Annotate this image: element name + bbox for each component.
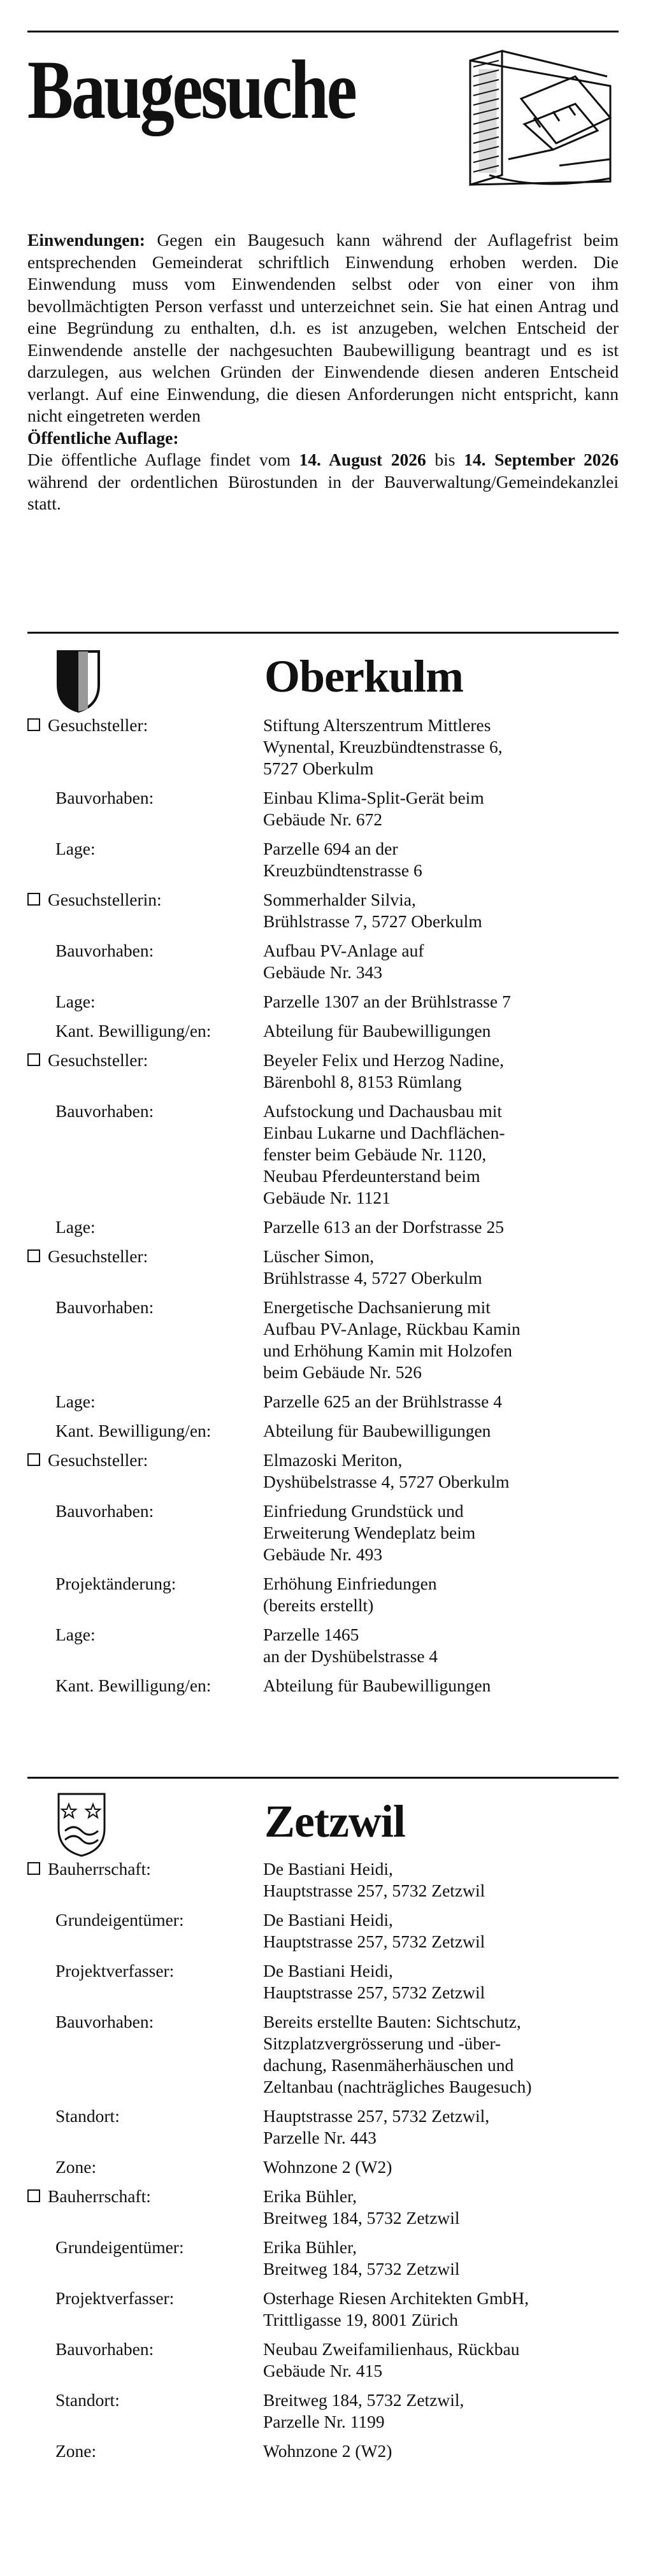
entry-label xyxy=(27,1500,263,1565)
entry-label-text: Projektverfasser: xyxy=(55,1961,175,1981)
entry-value-line: Elmazoski Meriton, xyxy=(263,1450,403,1470)
entry-value xyxy=(263,1960,619,2003)
entry-value-line: 5727 Oberkulm xyxy=(263,758,374,778)
entry-value-line: De Bastiani Heidi, xyxy=(263,1859,393,1879)
entry-value-line: Wohnzone 2 (W2) xyxy=(263,2441,392,2461)
entry-label-text: Bauvorhaben: xyxy=(55,2012,154,2032)
entry-value-line: Parzelle 1465 xyxy=(263,1625,359,1644)
entry-value-line: Aufbau PV-Anlage, Rückbau Kamin xyxy=(263,1319,520,1339)
entry-label-text: Zone: xyxy=(55,2441,97,2461)
entry-value-line: Brühlstrasse 4, 5727 Oberkulm xyxy=(263,1268,482,1288)
checkbox-icon xyxy=(27,893,40,906)
entry-label-text: Grundeigentümer: xyxy=(55,2237,184,2257)
entry-label-text: Gesuchsteller: xyxy=(48,1246,148,1266)
entry-value-line: Parzelle 625 an der Brühlstrasse 4 xyxy=(263,1391,502,1411)
entry-label-text: Lage: xyxy=(55,992,96,1011)
entry-label-text: Bauherrschaft: xyxy=(48,2186,151,2206)
entry-value-line: Trittligasse 19, 8001 Zürich xyxy=(263,2310,459,2330)
entry-value xyxy=(263,2237,619,2280)
entry-label xyxy=(27,715,263,779)
entry-value xyxy=(263,2156,619,2178)
entry-value-line: Lüscher Simon, xyxy=(263,1246,375,1266)
entry-value-line: Brühlstrasse 7, 5727 Oberkulm xyxy=(263,911,482,931)
entry-row xyxy=(27,1960,619,2003)
entry-value-line: Erika Bühler, xyxy=(263,2186,357,2206)
entry-row xyxy=(27,1909,619,1953)
zetzwil-coat-of-arms-icon xyxy=(56,1791,107,1858)
entry-label xyxy=(27,2389,263,2433)
entry-value-line: Gebäude Nr. 1121 xyxy=(263,1188,391,1207)
entry-value-line: Parzelle 613 an der Dorfstrasse 25 xyxy=(263,1217,504,1237)
entry-value xyxy=(263,1573,619,1616)
entry-label-text: Gesuchsteller: xyxy=(48,1050,148,1070)
entry-row xyxy=(27,715,619,779)
entry-label-text: Bauvorhaben: xyxy=(55,941,154,960)
entry-label xyxy=(27,1391,263,1413)
entry-value xyxy=(263,991,619,1013)
entry-value-line: Wynental, Kreuzbündtenstrasse 6, xyxy=(263,737,503,757)
entry-value xyxy=(263,2105,619,2149)
entry-row xyxy=(27,838,619,881)
entry-row xyxy=(27,2105,619,2149)
entry-value-line: Parzelle 1307 an der Brühlstrasse 7 xyxy=(263,992,511,1011)
entry-label-text: Gesuchstellerin: xyxy=(48,890,162,909)
entry-value-line: Breitweg 184, 5732 Zetzwil xyxy=(263,2208,460,2228)
entry-value-line: Energetische Dachsanierung mit xyxy=(263,1297,491,1317)
entry-label-text: Lage: xyxy=(55,1217,96,1237)
entry-label-text: Lage: xyxy=(55,1625,96,1644)
entry-row xyxy=(27,2237,619,2280)
entry-value-line: Abteilung für Baubewilligungen xyxy=(263,1421,491,1441)
entry-value-line: dachung, Rasenmäherhäuschen und xyxy=(263,2055,514,2075)
entry-value-line: fenster beim Gebäude Nr. 1120, xyxy=(263,1144,487,1164)
construction-plan-illustration xyxy=(464,48,617,188)
entry-value xyxy=(263,2011,619,2098)
entry-label-text: Standort: xyxy=(55,2106,120,2126)
entry-value-line: Bereits erstellte Bauten: Sichtschutz, xyxy=(263,2012,521,2032)
entry-row xyxy=(27,2389,619,2433)
checkbox-icon xyxy=(27,1249,40,1262)
entry-value xyxy=(263,1297,619,1383)
entry-value-line: Parzelle 694 an der xyxy=(263,839,398,858)
entry-value-line: Erhöhung Einfriedungen xyxy=(263,1574,437,1593)
entry-value-line: Abteilung für Baubewilligungen xyxy=(263,1676,491,1695)
entry-row xyxy=(27,1050,619,1093)
entry-value xyxy=(263,889,619,932)
entry-row xyxy=(27,1391,619,1413)
entry-label-text: Kant. Bewilligung/en: xyxy=(55,1021,212,1041)
section-rule-oberkulm xyxy=(27,632,619,634)
entry-label-text: Grundeigentümer: xyxy=(55,1910,184,1930)
entry-value xyxy=(263,1420,619,1442)
entry-row xyxy=(27,2440,619,2462)
entry-value xyxy=(263,1500,619,1565)
entry-label xyxy=(27,2440,263,2462)
entry-value-line: Hauptstrasse 257, 5732 Zetzwil xyxy=(263,1982,485,2002)
entry-value-line: Aufbau PV-Anlage auf xyxy=(263,941,424,960)
entry-label-text: Gesuchsteller: xyxy=(48,1450,148,1470)
entry-label-text: Bauherrschaft: xyxy=(48,1859,151,1879)
entry-value-line: Breitweg 184, 5732 Zetzwil, xyxy=(263,2390,464,2410)
entry-label-text: Zone: xyxy=(55,2157,97,2177)
entry-value-line: Einbau Lukarne und Dachflächen- xyxy=(263,1123,505,1142)
oberkulm-coat-of-arms-icon xyxy=(56,650,101,713)
entries-zetzwil xyxy=(27,1858,619,2470)
entry-label xyxy=(27,889,263,932)
entry-label-text: Bauvorhaben: xyxy=(55,1297,154,1317)
municipality-name: Oberkulm xyxy=(264,651,464,702)
entry-label xyxy=(27,991,263,1013)
entry-label xyxy=(27,940,263,983)
entry-value-line: an der Dyshübelstrasse 4 xyxy=(263,1646,438,1666)
entry-label-text: Lage: xyxy=(55,839,96,858)
entry-value xyxy=(263,1216,619,1238)
entry-label xyxy=(27,2338,263,2382)
entry-label xyxy=(27,1100,263,1209)
entry-row xyxy=(27,787,619,830)
entry-value xyxy=(263,1020,619,1042)
entry-value-line: De Bastiani Heidi, xyxy=(263,1910,393,1930)
auflage-text-mid: bis xyxy=(426,450,464,469)
entry-value-line: Bärenbohl 8, 8153 Rümlang xyxy=(263,1072,462,1092)
entry-row xyxy=(27,1675,619,1697)
entry-label xyxy=(27,1573,263,1616)
entry-value-line: Parzelle Nr. 1199 xyxy=(263,2412,385,2431)
entry-label-text: Gesuchsteller: xyxy=(48,715,148,735)
entry-row xyxy=(27,1420,619,1442)
entry-value-line: Osterhage Riesen Architekten GmbH, xyxy=(263,2288,529,2308)
entry-label xyxy=(27,2011,263,2098)
auflage-start-date: 14. August 2026 xyxy=(299,450,426,469)
checkbox-icon xyxy=(27,718,40,731)
entry-label xyxy=(27,1675,263,1697)
entry-label xyxy=(27,2288,263,2331)
entry-label xyxy=(27,1297,263,1383)
entry-row xyxy=(27,2011,619,2098)
entry-label xyxy=(27,838,263,881)
entries-oberkulm xyxy=(27,715,619,1704)
entry-value-line: und Erhöhung Kamin mit Holzofen xyxy=(263,1341,513,1360)
entry-label-text: Standort: xyxy=(55,2390,120,2410)
entry-value-line: Erweiterung Wendeplatz beim xyxy=(263,1523,476,1542)
entry-label xyxy=(27,1624,263,1667)
entry-label-text: Kant. Bewilligung/en: xyxy=(55,1421,212,1441)
municipality-name: Zetzwil xyxy=(264,1796,405,1847)
entry-row xyxy=(27,2338,619,2382)
entry-label xyxy=(27,2237,263,2280)
entry-value-line: Breitweg 184, 5732 Zetzwil xyxy=(263,2259,460,2279)
entry-label xyxy=(27,1216,263,1238)
entry-label xyxy=(27,787,263,830)
entry-value xyxy=(263,1246,619,1289)
entry-label xyxy=(27,1246,263,1289)
checkbox-icon xyxy=(27,2189,40,2202)
entry-row xyxy=(27,1858,619,1902)
entry-value-line: Neubau Pferdeunterstand beim xyxy=(263,1166,480,1186)
auflage-text-post: während der ordentlichen Bürostunden in der Bauverwaltung/Gemeindekanzlei statt. xyxy=(27,471,619,513)
entry-value-line: Zeltanbau (nachträgliches Baugesuch) xyxy=(263,2077,532,2096)
entry-value xyxy=(263,1050,619,1093)
entry-label xyxy=(27,1050,263,1093)
auflage-text-pre: Die öffentliche Auflage findet vom xyxy=(27,450,299,469)
entry-row xyxy=(27,1500,619,1565)
entry-value-line: Sommerhalder Silvia, xyxy=(263,890,416,909)
entry-value-line: Parzelle Nr. 443 xyxy=(263,2128,377,2147)
entry-row xyxy=(27,1449,619,1493)
entry-label xyxy=(27,2105,263,2149)
entry-row xyxy=(27,889,619,932)
entry-value xyxy=(263,1624,619,1667)
entry-value-line: Beyeler Felix und Herzog Nadine, xyxy=(263,1050,505,1070)
entry-value-line: beim Gebäude Nr. 526 xyxy=(263,1362,422,1382)
entry-value xyxy=(263,715,619,779)
entry-row xyxy=(27,1297,619,1383)
entry-row xyxy=(27,1100,619,1209)
entry-label-text: Lage: xyxy=(55,1391,96,1411)
entry-value-line: Gebäude Nr. 415 xyxy=(263,2361,383,2380)
entry-value-line: Sitzplatzvergrösserung und -über- xyxy=(263,2033,501,2053)
top-rule xyxy=(27,31,619,32)
entry-value xyxy=(263,1100,619,1209)
entry-row xyxy=(27,940,619,983)
entry-row xyxy=(27,991,619,1013)
intro-text xyxy=(27,229,619,515)
entry-row xyxy=(27,2186,619,2229)
entry-value xyxy=(263,1391,619,1413)
entry-label xyxy=(27,1020,263,1042)
auflage-label: Öffentliche Auflage: xyxy=(27,427,179,448)
checkbox-icon xyxy=(27,1053,40,1066)
entry-value-line: Gebäude Nr. 493 xyxy=(263,1544,383,1564)
entry-value-line: Neubau Zweifamilienhaus, Rückbau xyxy=(263,2339,520,2359)
entry-row xyxy=(27,1216,619,1238)
entry-value xyxy=(263,2186,619,2229)
entry-label-text: Kant. Bewilligung/en: xyxy=(55,1676,212,1695)
entry-value-line: Einfriedung Grundstück und xyxy=(263,1501,464,1521)
entry-value xyxy=(263,2440,619,2462)
section-rule-zetzwil xyxy=(27,1777,619,1779)
entry-value-line: Kreuzbündtenstrasse 6 xyxy=(263,860,422,880)
checkbox-icon xyxy=(27,1453,40,1466)
checkbox-icon xyxy=(27,1862,40,1875)
entry-value xyxy=(263,2389,619,2433)
entry-row xyxy=(27,1246,619,1289)
entry-label-text: Bauvorhaben: xyxy=(55,2339,154,2359)
entry-value-line: Stiftung Alterszentrum Mittleres xyxy=(263,715,491,735)
entry-value-line: Hauptstrasse 257, 5732 Zetzwil, xyxy=(263,2106,490,2126)
entry-label-text: Bauvorhaben: xyxy=(55,1501,154,1521)
entry-value-line: De Bastiani Heidi, xyxy=(263,1961,393,1981)
entry-row xyxy=(27,1020,619,1042)
entry-value-line: Gebäude Nr. 672 xyxy=(263,809,383,829)
entry-row xyxy=(27,2288,619,2331)
entry-row xyxy=(27,1624,619,1667)
entry-label-text: Projektänderung: xyxy=(55,1574,176,1593)
entry-value-line: Hauptstrasse 257, 5732 Zetzwil xyxy=(263,1932,485,1951)
entry-value-line: Einbau Klima-Split-Gerät beim xyxy=(263,788,484,808)
entry-row xyxy=(27,1573,619,1616)
entry-label xyxy=(27,1449,263,1493)
entry-label xyxy=(27,1960,263,2003)
entry-value xyxy=(263,1449,619,1493)
entry-label xyxy=(27,2186,263,2229)
entry-value-line: (bereits erstellt) xyxy=(263,1595,374,1615)
entry-value-line: Hauptstrasse 257, 5732 Zetzwil xyxy=(263,1881,485,1900)
entry-value xyxy=(263,787,619,830)
entry-label-text: Projektverfasser: xyxy=(55,2288,175,2308)
entry-value-line: Gebäude Nr. 343 xyxy=(263,962,383,982)
entry-value-line: Dyshübelstrasse 4, 5727 Oberkulm xyxy=(263,1472,510,1491)
entry-value xyxy=(263,1909,619,1953)
entry-label xyxy=(27,1858,263,1902)
entry-label xyxy=(27,1909,263,1953)
entry-value xyxy=(263,1675,619,1697)
entry-value xyxy=(263,940,619,983)
entry-label-text: Bauvorhaben: xyxy=(55,1101,154,1121)
auflage-end-date: 14. September 2026 xyxy=(464,450,619,469)
entry-value-line: Wohnzone 2 (W2) xyxy=(263,2157,392,2177)
entry-value xyxy=(263,2338,619,2382)
entry-label xyxy=(27,2156,263,2178)
entry-value xyxy=(263,838,619,881)
entry-value xyxy=(263,1858,619,1902)
einwendungen-text: Gegen ein Baugesuch kann während der Auflagefrist beim entsprechenden Gemeinderat schriftlich Einwendung erhoben werden. Die Einwendung muss vom Einwendenden selbst oder von einer von ihm bevollmächtigten Person verfasst und unterzeichnet sein. Sie hat einen Antrag und eine Begründung zu enthalten, d.h. es ist anzugeben, welchen Entscheid der Einwendende anstelle der nachgesuchten Baubewilligung beantragt und es ist darzulegen, aus welchen Gründen der Einwendende diesen anderen Entscheid verlangt. Auf eine Einwendung, die diesen Anforderungen nicht entspricht, kann nicht eingetreten werden xyxy=(27,230,619,425)
entry-value-line: Aufstockung und Dachausbau mit xyxy=(263,1101,502,1121)
entry-label-text: Bauvorhaben: xyxy=(55,788,154,808)
einwendungen-label: Einwendungen: xyxy=(27,230,145,250)
entry-value xyxy=(263,2288,619,2331)
entry-value-line: Abteilung für Baubewilligungen xyxy=(263,1021,491,1041)
entry-label xyxy=(27,1420,263,1442)
entry-row xyxy=(27,2156,619,2178)
page-title: Baugesuche xyxy=(27,43,355,136)
entry-value-line: Erika Bühler, xyxy=(263,2237,357,2257)
